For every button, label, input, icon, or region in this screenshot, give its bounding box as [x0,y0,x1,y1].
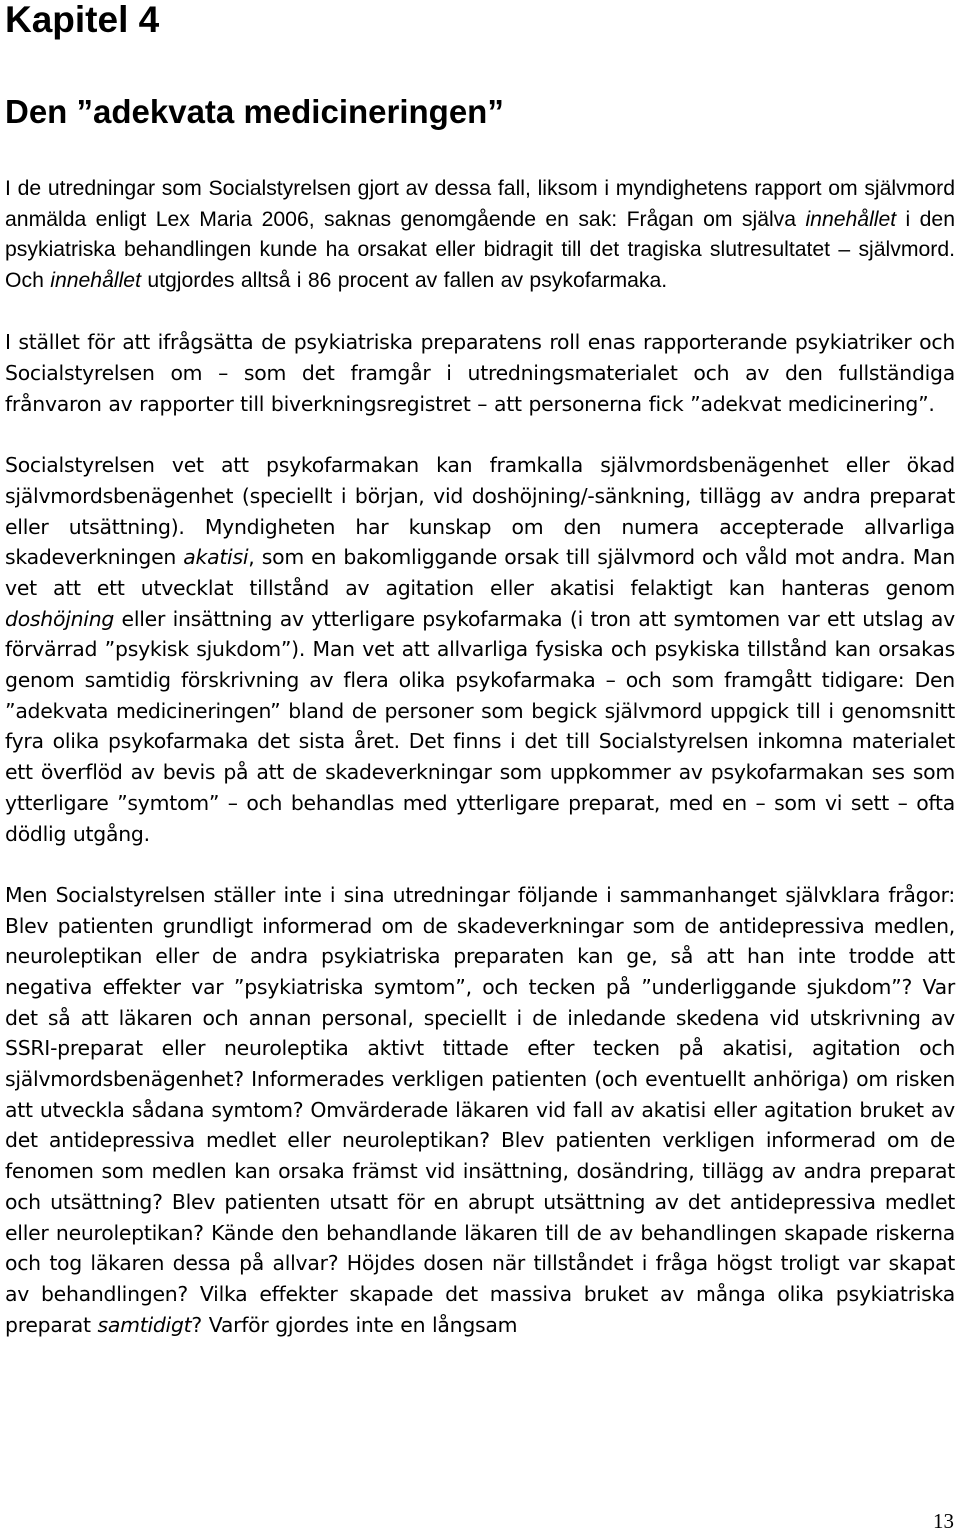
page-number: 13 [933,1509,954,1533]
paragraph [5,450,955,849]
chapter-heading: Kapitel 4 [5,0,160,40]
paragraph [5,327,955,419]
emphasized-text: akatisi [183,545,249,570]
text-segment: utgjordes alltså i 86 procent av fallen av psykofarmaka. [140,269,668,293]
text-segment: eller insättning av ytterligare psykofarmaka (i tron att symtomen var ett utslag av förvärrad ”psykisk sjukdom”). Man vet att allvarliga fysiska och psykiska tillstånd kan orsakas genom samtidig förskrivning av flera olika psykofarmaka – och som framgått tidigare: Den ”adekvata medicineringen” bland de personer som begick självmord uppgick till i genomsnitt fyra olika psykofarmaka det sista året. Det finns i det till Socialstyrelsen inkomna materialet ett överflöd av bevis på att de skadeverkningar som uppkommer av psykofarmakan ses som ytterligare ”symtom” – och behandlas med ytterligare preparat, med en – som vi sett – ofta dödlig utgång. [5,606,955,846]
text-segment: Men Socialstyrelsen ställer inte i sina utredningar följande i sammanhanget självklara frågor: Blev patienten grundligt informerad om de skadeverkningar som de antidepressiva medlen, neuroleptikan eller de andra psykiatriska preparaten kan ge, så att han inte trodde att negativa effekter var ”psykiatriska symtom”, och tecken på ”underliggande sjukdom”? Var det så att läkaren och annan personal, speciellt i de inledande skedena vid utskrivning av SSRI-preparat eller neuroleptika aktivt tittade efter tecken på akatisi, agitation och självmordsbenägenhet? Informerades verkligen patienten (och eventuellt anhöriga) om risken att utveckla sådana symtom? Omvärderade läkaren vid fall av akatisi eller agitation bruket av det antidepressiva medlet eller neuroleptikan? Blev patienten verkligen informerad om de fenomen som medlen kan orsaka främst vid insättning, dosändring, tillägg av andra preparat och utsättning? Blev patienten utsatt för en abrupt utsättning av det antidepressiva medlet eller neuroleptikan? Kände den behandlande läkaren till de av behandlingen skapade riskerna och tog läkaren dessa på allvar? Höjdes dosen när tillståndet i fråga högst troligt var skapat av behandlingen? Vilka effekter skapade det massiva bruket av många olika psykiatriska preparat [5,882,955,1337]
emphasized-text: doshöjning [5,606,115,631]
text-segment: ? Varför gjordes inte en långsam [191,1312,518,1337]
text-segment: Socialstyrelsen vet att psykofarmakan kan framkalla självmordsbenägenhet eller ökad självmordsbenägenhet (speciellt i början, vid doshöjning/-sänkning, tillägg av andra preparat eller utsättning). Myndigheten har kunskap om den numera accepterade allvarliga skadeverkningen [5,453,955,570]
emphasized-text: innehållet [50,269,141,293]
body-text [5,174,955,1371]
emphasized-text: innehållet [805,207,897,231]
chapter-title: Den ”adekvata medicineringen” [5,93,504,130]
text-segment: I stället för att ifrågsätta de psykiatriska preparatens roll enas rapporterande psykiatriker och Socialstyrelsen om – som det framgår i utredningsmaterialet och av den fullständiga frånvaron av rapporter till biverkningsregistret – att personerna fick ”adekvat medicinering”. [5,330,955,416]
text-segment: , som en bakomliggande orsak till självmord och våld mot andra. Man vet att ett utvecklat tillstånd av agitation eller akatisi felaktigt kan hanteras genom [5,545,956,600]
text-segment: i den psykiatriska behandlingen kunde ha orsakat eller bidragit till det tragiska slutresultatet – självmord. Och [5,207,955,293]
text-segment: I de utredningar som Socialstyrelsen gjort av dessa fall, liksom i myndighetens rapport om självmord anmälda enligt Lex Maria 2006, saknas genomgående en sak: Frågan om själva [5,177,955,231]
paragraph [5,174,955,297]
paragraph [5,880,955,1341]
emphasized-text: samtidigt [97,1312,192,1337]
